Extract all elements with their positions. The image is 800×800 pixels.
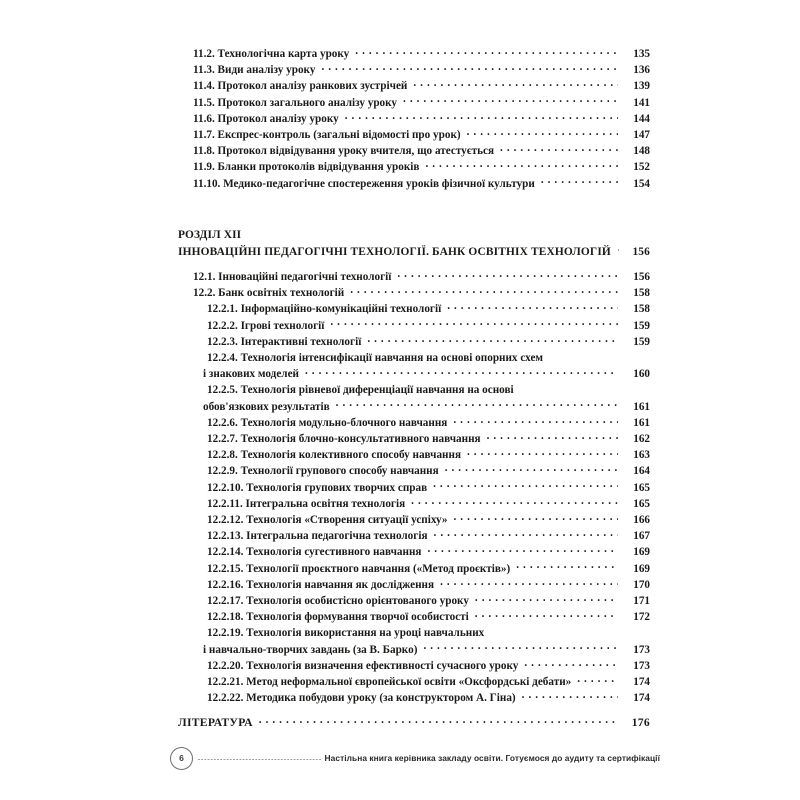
toc-page-number: 169: [633, 562, 650, 575]
toc-entry-row[interactable]: [178, 658, 650, 674]
dot-leader: [467, 127, 618, 138]
toc-page-number: 161: [633, 400, 650, 413]
toc-entry-label: 12.2.10. Технологія групових творчих справ: [207, 481, 428, 494]
toc-entry-label-continued: обов'язкових результатів: [203, 400, 330, 413]
toc-entry-row[interactable]: [178, 95, 650, 111]
toc-entry-label: 11.5. Протокол загального аналізу уроку: [193, 96, 398, 109]
toc-entry-row[interactable]: [178, 301, 650, 317]
toc-entry-label: 12.2.3. Інтерактивні технології: [207, 335, 362, 348]
toc-entry-row[interactable]: [178, 715, 650, 731]
toc-page-number: 159: [633, 319, 650, 332]
toc-entry-label: 12.2.8. Технологія колективного способу навчання: [207, 449, 462, 462]
dot-leader: [524, 658, 618, 669]
toc-entry-row[interactable]: [178, 318, 650, 334]
toc-entry-row[interactable]: [178, 78, 650, 94]
toc-page-number: 135: [633, 48, 650, 60]
toc-entry-row[interactable]: [178, 159, 650, 175]
toc-entry-line[interactable]: [178, 625, 650, 641]
toc-page-number: 158: [633, 287, 650, 300]
toc-entry-label: 12.2.12. Технологія «Створення ситуації успіху»: [207, 514, 448, 527]
toc-page-number: 147: [633, 129, 650, 142]
toc-entry-row[interactable]: [178, 674, 650, 690]
dot-leader: [440, 577, 618, 588]
dot-leader: [336, 399, 618, 410]
toc-entry-label: 12.2.6. Технологія модульно-блочного навчання: [207, 416, 448, 429]
toc-page-number: 159: [633, 335, 650, 348]
toc-entry-row[interactable]: [178, 334, 650, 350]
toc-entry-row[interactable]: [178, 46, 650, 62]
dot-leader: [453, 415, 618, 426]
toc-page-number: 162: [633, 433, 650, 446]
toc-entry-row[interactable]: [178, 593, 650, 609]
dot-leader: [413, 78, 618, 89]
dot-leader: [425, 159, 618, 170]
toc-entry-label: 12.2.20. Технологія визначення ефективності сучасного уроку: [207, 659, 519, 672]
toc-page-number: 173: [633, 643, 650, 656]
dot-leader: [516, 561, 618, 572]
toc-entry-label: 11.9. Бланки протоколів відвідування уроків: [193, 161, 420, 174]
toc-entry-label: 12.2.17. Технологія особистісно орієнтованого уроку: [207, 595, 469, 608]
toc-entry-row[interactable]: [178, 269, 650, 285]
toc-entry-row[interactable]: [178, 447, 650, 463]
toc-page-number: 161: [633, 416, 650, 429]
dot-leader: [541, 176, 618, 187]
toc-page-number: 156: [633, 271, 650, 283]
footer-book-title: Настільна книга керівника закладу освіти. Готуємося до аудиту та сертифікації: [324, 753, 660, 763]
dot-leader: [355, 46, 618, 57]
toc-page-number: 164: [633, 465, 650, 478]
toc-entry-row[interactable]: [178, 415, 650, 431]
toc-entry-row[interactable]: [178, 609, 650, 625]
chapter-12-entry-list: [178, 269, 650, 706]
toc-entry-label: 12.2.19. Технологія використання на уроці навчальних: [207, 627, 485, 640]
dot-leader: [397, 269, 618, 280]
toc-entry-label: 12.2.14. Технологія сугестивного навчання: [207, 546, 422, 559]
toc-entry-row[interactable]: [178, 62, 650, 78]
toc-entry-row[interactable]: [178, 111, 650, 127]
toc-page-number: 169: [633, 546, 650, 559]
toc-page-number: 154: [633, 177, 650, 190]
toc-page-number: 165: [633, 497, 650, 510]
toc-entry-row[interactable]: [178, 366, 650, 382]
dot-leader: [305, 366, 618, 377]
toc-entry-row[interactable]: [178, 642, 650, 658]
toc-entry-line[interactable]: [178, 382, 650, 398]
toc-entry-row[interactable]: [178, 544, 650, 560]
dot-leader: [467, 447, 618, 458]
dot-leader: [454, 512, 619, 523]
toc-page-number: 136: [633, 64, 650, 77]
toc-entry-label: 11.4. Протокол аналізу ранкових зустрічей: [193, 80, 408, 93]
toc-page-number: 152: [633, 161, 650, 174]
dot-leader: [445, 463, 618, 474]
chapter-title-row[interactable]: [178, 244, 650, 261]
toc-entry-label: 12.2.22. Методика побудови уроку (за конструктором А. Гіна): [207, 692, 516, 705]
dot-leader: [427, 544, 618, 555]
toc-page-number: 167: [633, 530, 650, 543]
toc-page-number: 165: [633, 481, 650, 494]
toc-entry-label: 12.2.13. Інтегральна педагогічна технологія: [207, 530, 428, 543]
toc-page-number: 176: [631, 716, 650, 729]
toc-entry-row[interactable]: [178, 561, 650, 577]
toc-entry-label: 12.1. Інноваційні педагогічні технології: [193, 271, 392, 283]
toc-section-chapter-11: [178, 46, 650, 192]
toc-entry-label: 11.8. Протокол відвідування уроку вчителя, що атестується: [193, 145, 495, 158]
dot-leader: [447, 301, 618, 312]
dot-leader: [475, 609, 618, 620]
toc-entry-label: 12.2.2. Ігрові технології: [207, 319, 325, 332]
toc-page-number: 173: [633, 659, 650, 672]
dot-leader: [434, 528, 618, 539]
toc-page-number: 148: [633, 145, 650, 158]
toc-entry-label: 11.7. Експрес-контроль (загальні відомості про урок): [193, 129, 461, 142]
dot-leader: [577, 674, 618, 685]
toc-entry-row[interactable]: [178, 143, 650, 159]
toc-page-number: 139: [633, 80, 650, 93]
toc-entry-row[interactable]: [178, 512, 650, 528]
toc-entry-label: 11.3. Види аналізу уроку: [193, 64, 316, 77]
dot-leader: [411, 496, 618, 507]
dot-leader: [367, 334, 618, 345]
toc-entry-label: 12.2.16. Технологія навчання як дослідження: [207, 578, 435, 591]
toc-entry-label: 12.2.9. Технології групового способу навчання: [207, 465, 439, 478]
toc-page-number: 174: [633, 676, 650, 689]
dot-leader: [259, 715, 618, 726]
dot-leader: [522, 690, 618, 701]
toc-entry-row[interactable]: [178, 528, 650, 544]
dot-leader: [423, 642, 618, 653]
toc-entry-label: 11.2. Технологічна карта уроку: [193, 48, 350, 60]
toc-page-number: 163: [633, 449, 650, 462]
toc-entry-line[interactable]: [178, 350, 650, 366]
toc-page-number: 141: [633, 96, 650, 109]
toc-entry-label: 12.2.5. Технологія рівневої диференціації навчання на основі: [207, 384, 514, 397]
toc-page-number: 144: [633, 112, 650, 125]
toc-entry-row[interactable]: [178, 176, 650, 192]
toc-entry-label: 12.2.18. Технологія формування творчої особистості: [207, 611, 469, 624]
dot-leader: [403, 95, 618, 106]
toc-entry-label: 12.2.1. Інформаційно-комунікаційні технології: [207, 303, 442, 316]
toc-section-literature: [178, 715, 650, 731]
dot-leader: [330, 318, 618, 329]
chapter-page-number: 156: [632, 245, 650, 258]
dot-leader: [321, 62, 618, 73]
dot-leader: [487, 431, 618, 442]
toc-entry-label: 12.2.15. Технології проєктного навчання («Метод проєктів»): [207, 562, 511, 575]
toc-entry-label: ЛІТЕРАТУРА: [178, 716, 253, 729]
toc-entry-row[interactable]: [178, 496, 650, 512]
toc-entry-label: 12.2.11. Інтегральна освітня технологія: [207, 497, 406, 510]
toc-page-number: 166: [633, 514, 650, 527]
toc-entry-label: 12.2.7. Технологія блочно-консультативного навчання: [207, 433, 481, 446]
toc-entry-row[interactable]: [178, 463, 650, 479]
page-number-badge: 6: [170, 747, 193, 770]
dot-leader: [433, 480, 618, 491]
toc-entry-row[interactable]: [178, 690, 650, 706]
toc-page-number: 160: [633, 368, 650, 381]
toc-entry-label: 11.6. Протокол аналізу уроку: [193, 112, 339, 125]
chapter-title: ІННОВАЦІЙНІ ПЕДАГОГІЧНІ ТЕХНОЛОГІЇ. БАНК ОСВІТНІХ ТЕХНОЛОГІЙ: [178, 245, 611, 258]
toc-entry-row[interactable]: [178, 127, 650, 143]
toc-entry-label-continued: і знакових моделей: [203, 368, 299, 381]
page-footer: [170, 743, 660, 773]
footer-divider-rule: [198, 759, 321, 760]
chapter-number-label: РОЗДІЛ XII: [178, 229, 242, 241]
toc-entry-row[interactable]: [178, 399, 650, 415]
toc-entry-row[interactable]: [178, 577, 650, 593]
toc-page-number: 171: [633, 595, 650, 608]
toc-entry-label: 12.2.21. Метод неформальної європейської освіти «Оксфордські дебати»: [207, 676, 572, 689]
toc-entry-label-continued: і навчально-творчих завдань (за В. Барко): [203, 643, 418, 656]
dot-leader: [350, 285, 618, 296]
dot-leader: [500, 143, 618, 154]
toc-page-number: 172: [633, 611, 650, 624]
toc-entry-label: 12.2. Банк освітніх технологій: [193, 287, 345, 300]
dot-leader: [475, 593, 618, 604]
dot-leader: [345, 111, 618, 122]
toc-entry-label: 12.2.4. Технологія інтенсифікації навчання на основі опорних схем: [207, 352, 544, 365]
toc-page-number: 158: [633, 303, 650, 316]
toc-entry-row[interactable]: [178, 480, 650, 496]
chapter-heading: [178, 228, 650, 260]
toc-entry-row[interactable]: [178, 285, 650, 301]
toc-section-chapter-12: [178, 228, 650, 706]
toc-page-number: 170: [633, 578, 650, 591]
toc-entry-label: 11.10. Медико-педагогічне спостереження уроків фізичної культури: [193, 177, 535, 190]
toc-page-number: 174: [633, 692, 650, 705]
toc-entry-row[interactable]: [178, 431, 650, 447]
